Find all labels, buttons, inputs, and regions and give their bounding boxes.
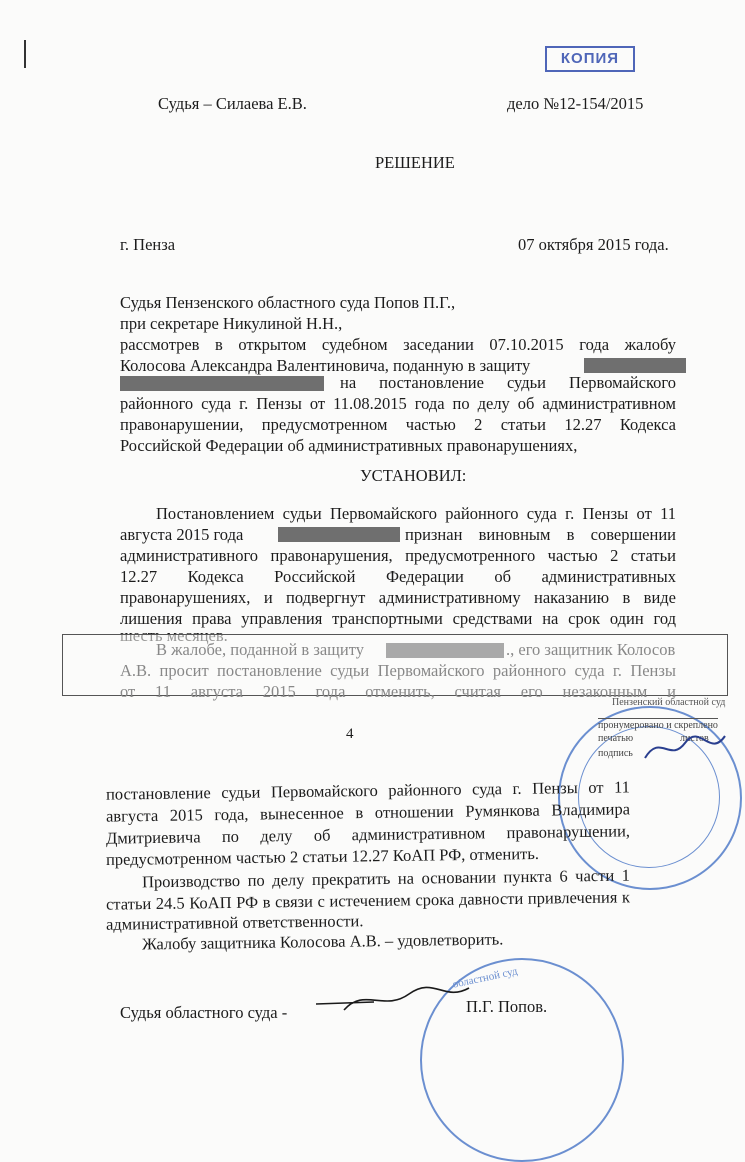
court-stamp-line: Пензенский областной суд [612,697,726,708]
para2-line: ., его защитник Колосов [506,640,676,659]
scan-margin-mark [24,40,26,68]
intro-line: Колосова Александра Валентиновича, поданную в защиту [120,356,531,375]
redaction-bar [120,376,324,391]
resolution-line: статьи 24.5 КоАП РФ в связи с истечением срока давности привлечения к [105,887,631,914]
intro-line: Российской Федерации об административных правонарушениях, [120,436,578,455]
court-stamp-line: пронумеровано и скреплено [598,720,718,731]
handwritten-signature [314,982,474,1016]
document-date: 07 октября 2015 года. [518,235,669,254]
para2-line: от 11 августа 2015 года отменить, считая его незаконным и [120,682,676,701]
para1-line: лишения права управления транспортными средствами на срок один год [120,609,676,628]
intro-line: рассмотрев в открытом судебном заседании 07.10.2015 года жалобу [120,335,676,354]
resolution-line: предусмотренном частью 2 статьи 12.27 КоАП РФ, отменить. [105,843,540,870]
resolution-line: Производство по делу прекратить на основании пункта 6 части 1 [141,865,631,892]
case-number: дело №12-154/2015 [507,94,644,113]
bottom-seal-text: областной суд [451,965,519,991]
intro-line: районного суда г. Пензы от 11.08.2015 года по делу об административном [120,394,676,413]
stamp-signature [640,728,730,768]
resolution-line: Жалобу защитника Колосова А.В. – удовлетворить. [141,929,504,954]
para1-line: правонарушениях, и подвергнут административному наказанию в виде [120,588,676,607]
redaction-bar [278,527,400,542]
page-number: 4 [346,726,354,742]
para1-line: Постановлением судьи Первомайского районного суда г. Пензы от 11 [156,504,676,523]
redaction-bar [386,643,504,658]
para1-line: административного правонарушения, предусмотренного частью 2 статьи [120,546,676,565]
resolution-line: постановление судьи Первомайского районного суда г. Пензы от 11 [105,777,631,804]
para2-line: В жалобе, поданной в защиту [156,640,364,659]
resolution-line: августа 2015 года, вынесенное в отношении Румянкова Владимира [105,799,631,826]
section-heading: УСТАНОВИЛ: [360,466,467,485]
para1-line: 12.27 Кодекса Российской Федерации об административных [120,567,676,586]
resolution-line: административной ответственности. [105,911,364,934]
para1-line: августа 2015 года [120,525,244,544]
intro-judge: Судья Пензенского областного суда Попов П.Г., [120,293,456,312]
document-title: РЕШЕНИЕ [375,153,455,172]
signature-label: Судья областного суда - [120,1003,288,1022]
court-stamp-line: листов [680,733,709,744]
court-stamp-line: печатью [598,733,634,744]
resolution-line: Дмитриевича по делу об административном правонарушении, [105,821,631,848]
intro-line: на постановление судьи Первомайского [340,373,676,392]
intro-line: правонарушении, предусмотренном частью 2 статьи 12.27 Кодекса [120,415,676,434]
copy-stamp: КОПИЯ [545,46,635,72]
place: г. Пенза [120,235,176,254]
judge-label: Судья – Силаева Е.В. [158,94,307,113]
signer-name: П.Г. Попов. [466,997,548,1016]
court-stamp-line: подпись [598,748,633,759]
redaction-bar [584,358,686,373]
intro-secretary: при секретаре Никулиной Н.Н., [120,314,343,333]
para1-line: признан виновным в совершении [405,525,676,544]
para2-line: А.В. просит постановление судьи Первомайского районного суда г. Пензы [120,661,676,680]
